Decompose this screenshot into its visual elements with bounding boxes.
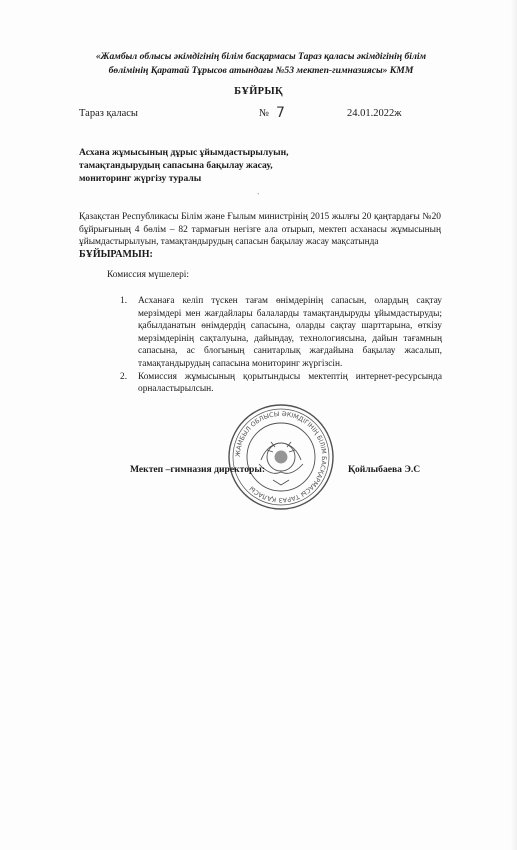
signer-position: Мектеп –гимназия директоры: <box>130 464 266 475</box>
list-item <box>120 371 442 396</box>
official-seal <box>226 402 336 512</box>
header-line-1: «Жамбыл облысы әкімдігінің білім басқармасы Тараз қаласы әкімдігінің білім <box>95 51 427 62</box>
body-paragraph: Қазақстан Республикасы Білім және Ғылым министрінің 2015 жылғы 20 қаңтардағы №20 бұйрығының 4 бөлім – 82 тармағын негізге ала отырып, мектеп асханасы жұмысының ұйымдастырылуын, тамақтандырудың сапасын бақылау жасау мақсатында <box>79 212 441 248</box>
order-body <box>79 211 441 261</box>
list-item <box>120 295 442 371</box>
order-title: БҰЙРЫҚ <box>234 86 283 97</box>
subject-line-3: мониторинг жүргізу туралы <box>79 173 202 184</box>
body-command: БҰЙЫРАМЫН: <box>79 248 153 260</box>
order-number-value: 7 <box>276 105 285 121</box>
seal-ring-text: ЖАМБЫЛ ОБЛЫСЫ ӘКІМДІГІНІҢ БІЛІМ БАСҚАРМАСЫ ТАРАЗ ҚАЛАСЫ <box>234 410 328 504</box>
signer-name: Қойлыбаева Э.С <box>348 464 421 475</box>
list-item-number: 2. <box>120 371 128 382</box>
order-meta-row <box>79 105 439 124</box>
order-city: Тараз қаласы <box>79 108 138 119</box>
order-date: 24.01.2022ж <box>347 108 402 119</box>
order-number-label: № <box>259 108 270 119</box>
list-item-number: 1. <box>120 296 128 306</box>
subject-line-2: тамақтандырудың сапасына бақылау жасау, <box>79 160 273 171</box>
order-items-list <box>120 295 442 396</box>
commission-label: Комиссия мүшелері: <box>107 270 189 280</box>
stray-mark: ` <box>257 192 260 201</box>
organization-header <box>78 50 444 78</box>
seal-emblem-icon <box>259 442 303 485</box>
list-item-text: Асханаға келіп түскен тағам өнімдерінің сапасын, олардың сақтау мерзімдері мен жағдайлары балаларды тамақтандыруды ұйымдастыруды; қабылданатын өнімдердің сапасына, оларды сақтау шарттарына, өткізу мерзімдерінің сақталуына, дайындау, технологиясына, дайын тағамның сапасына, ас блогының санитарлық жағдайына бақылау жасалып, тамақтандырудың сапасына мониторинг жүргізсін. <box>138 296 442 369</box>
header-line-2: бөлімінің Қаратай Тұрысов атындағы №53 мектеп-гимназиясы» КММ <box>108 65 414 76</box>
order-subject <box>79 146 339 185</box>
scan-edge-shadow <box>511 0 517 850</box>
subject-line-1: Асхана жұмысының дұрыс ұйымдастырылуын, <box>79 147 289 158</box>
list-item-text: Комиссия жұмысының қорытындысы мектептің интернет-ресурсында орналастырылсын. <box>138 371 442 395</box>
